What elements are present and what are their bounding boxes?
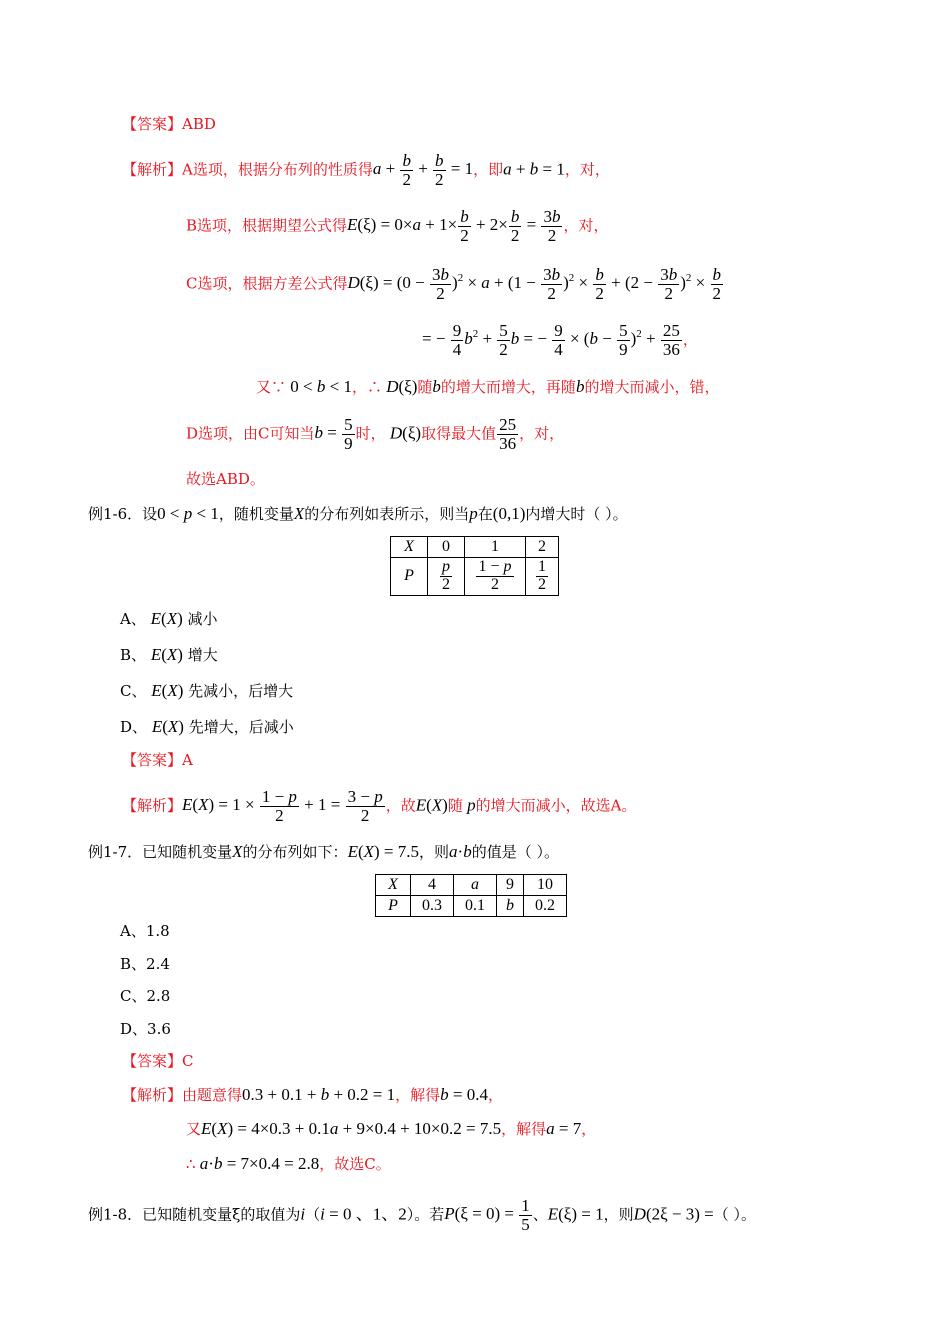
q6-cell-p0: $\frac{p}{2}$ <box>428 558 465 596</box>
q6-distribution-table <box>390 536 559 596</box>
q6-analysis: 【解析】E(X) = 1 × $\frac{1 - p}{2}$ + 1 = $\frac{3 - p}{2}$ ，故E(X)随 p的增大而减小，故选A。 <box>122 787 637 825</box>
question-7: 例1-7．已知随机变量X的分布列如下：E(X) = 7.5，则a·b的值是（ ）。 <box>88 842 559 861</box>
analysis-note <box>256 378 719 395</box>
q7-cell-9: 9 <box>497 875 524 896</box>
q6-option-c[interactable]: C、 E(X) 先减小，后增大 <box>120 681 294 700</box>
q6-text4: 内增大时（ ）。 <box>525 505 628 523</box>
formula-a: a + $\frac{b}{2}$ + $\frac{b}{2}$ = 1 <box>372 151 474 189</box>
q6-cell-p: P <box>391 558 428 596</box>
q6-answer: 【答案】A <box>122 751 193 769</box>
q6-analysis-formula: E(X) = 1 × $\frac{1 - p}{2}$ + 1 = $\frac{3 - p}{2}$ <box>182 787 383 825</box>
formula-b: E(ξ) = 0×a + 1× $\frac{b}{2}$ + 2× $\frac{b}{2}$ = $\frac{3b}{2}$ <box>347 207 561 245</box>
analysis-d-end: ，对， <box>519 424 565 443</box>
q6-p: p <box>469 504 478 523</box>
q7-option-c[interactable]: C、2.8 <box>120 987 171 1005</box>
q7-cell-a: a <box>454 875 497 896</box>
q6-interval: (0,1) <box>492 504 526 523</box>
q7-option-d[interactable]: D、3.6 <box>120 1020 171 1038</box>
q7-cell-pb: b <box>497 896 524 917</box>
q7-analysis-line1: 【解析】由题意得0.3 + 0.1 + b + 0.2 = 1，解得b = 0.4， <box>122 1085 504 1104</box>
analysis-b-text: B选项，根据期望公式得 <box>186 216 348 235</box>
formula-d-b: b = $\frac{5}{9}$ <box>314 415 353 453</box>
analysis-c-text: C选项，根据方差公式得 <box>186 274 348 293</box>
analysis-a-text: A选项，根据分布列的性质得 <box>182 160 373 179</box>
q7-option-a[interactable]: A、1.8 <box>120 922 170 940</box>
q6-cell-p2: $\frac{1}{2}$ <box>526 558 559 596</box>
q6-cell-1: 1 <box>465 537 526 558</box>
note-mid1: 随 <box>417 378 433 396</box>
q6-text2: 的分布列如表所示，则当 <box>304 505 470 523</box>
q6-text1: ，随机变量 <box>218 505 294 523</box>
analysis-d-text: D选项，由C可知当 <box>186 424 315 443</box>
q7-cell-p: P <box>376 896 411 917</box>
note-b1: b <box>432 377 441 396</box>
analysis-a-end: ，对， <box>564 160 610 179</box>
q6-range: 0 < p < 1 <box>157 504 219 523</box>
note-range: 0 < b < 1 <box>286 377 352 396</box>
analysis-line-a <box>122 152 610 189</box>
analysis-line-d <box>186 416 564 453</box>
analysis-c-end: ， <box>682 330 698 349</box>
question-6 <box>88 505 628 522</box>
q7-distribution-table <box>375 874 567 917</box>
question-8: 例1-8．已知随机变量ξ的取值为i（i = 0 、1、2）。若P(ξ = 0) = $\frac{1}{5}$ 、E(ξ) = 1，则D(2ξ − 3) =（ ）。 <box>88 1196 757 1234</box>
answer-tag: 【答案】 <box>122 115 183 133</box>
q6-option-d[interactable]: D、 E(X) 先增大，后减小 <box>120 717 294 736</box>
q6-text3: 在 <box>477 505 493 523</box>
q7-cell-x: X <box>376 875 411 896</box>
analysis-a-mid: ，即 <box>473 160 504 179</box>
note-therefore: ，∴ <box>351 378 382 396</box>
q6-x: X <box>293 504 305 523</box>
analysis-tag: 【解析】 <box>122 160 183 179</box>
formula-d-max: $\frac{25}{36}$ <box>499 415 517 453</box>
q6-cell-2: 2 <box>526 537 559 558</box>
note-mid3: 的增大而减小，错， <box>584 378 720 396</box>
note-d: D(ξ) <box>386 377 418 396</box>
q6-option-b[interactable]: B、 E(X) 增大 <box>120 645 218 664</box>
q7-cell-pa: 0.1 <box>454 896 497 917</box>
analysis-d-mid2: 取得最大值 <box>421 424 497 443</box>
analysis-d-mid: 时， <box>355 424 386 443</box>
q7-cell-p4: 0.3 <box>411 896 454 917</box>
analysis-conclusion: 故选ABD。 <box>186 470 265 488</box>
q7-expectation: E(X) = 7.5 <box>347 842 420 861</box>
note-b2: b <box>575 377 585 396</box>
formula-a-sum: a + b = 1 <box>503 159 565 179</box>
formula-d-d: D(ξ) <box>389 423 422 443</box>
q7-analysis-line3: ∴ a·b = 7×0.4 = 2.8，故选C。 <box>186 1154 391 1173</box>
q7-cell-10: 10 <box>524 875 567 896</box>
formula-c2: = − $\frac{9}{4}$ $b^2$ + $\frac{5}{2}$ b = − $\frac{9}{4}$ × (b − $\frac{5}{9}$ )$^2$ + $\frac{25}{36}$ <box>422 321 680 359</box>
q7-analysis-line2: 又E(X) = 4×0.3 + 0.1a + 9×0.4 + 10×0.2 = 7.5，解得a = 7， <box>186 1119 597 1138</box>
analysis-line-b <box>186 208 608 245</box>
analysis-b-end: ，对， <box>563 216 609 235</box>
q6-cell-0: 0 <box>428 537 465 558</box>
q6-label: 例1-6．设 <box>88 505 158 523</box>
q7-answer: 【答案】C <box>122 1052 194 1070</box>
q6-option-a[interactable]: A、 E(X) 减小 <box>120 609 218 628</box>
note-prefix: 又∵ <box>256 378 287 396</box>
analysis-line-c <box>186 266 724 303</box>
q7-cell-p10: 0.2 <box>524 896 567 917</box>
note-mid2: 的增大而增大，再随 <box>440 378 576 396</box>
q7-option-b[interactable]: B、2.4 <box>120 955 170 973</box>
q7-cell-4: 4 <box>411 875 454 896</box>
answer-line-1 <box>122 117 216 132</box>
q6-cell-x: X <box>391 537 428 558</box>
formula-c: D(ξ) = (0 − $\frac{3b}{2}$ )$^2$ × a + (1 − $\frac{3b}{2}$ )$^2$ × $\frac{b}{2}$ + (2 − $\frac{3b}{2}$ )$^2$ × $\frac{b}{2}$ <box>347 265 721 303</box>
answer-value: ABD <box>182 115 216 133</box>
q6-cell-p1: $\frac{1 - p}{2}$ <box>465 558 526 596</box>
analysis-line-c2 <box>422 322 698 359</box>
